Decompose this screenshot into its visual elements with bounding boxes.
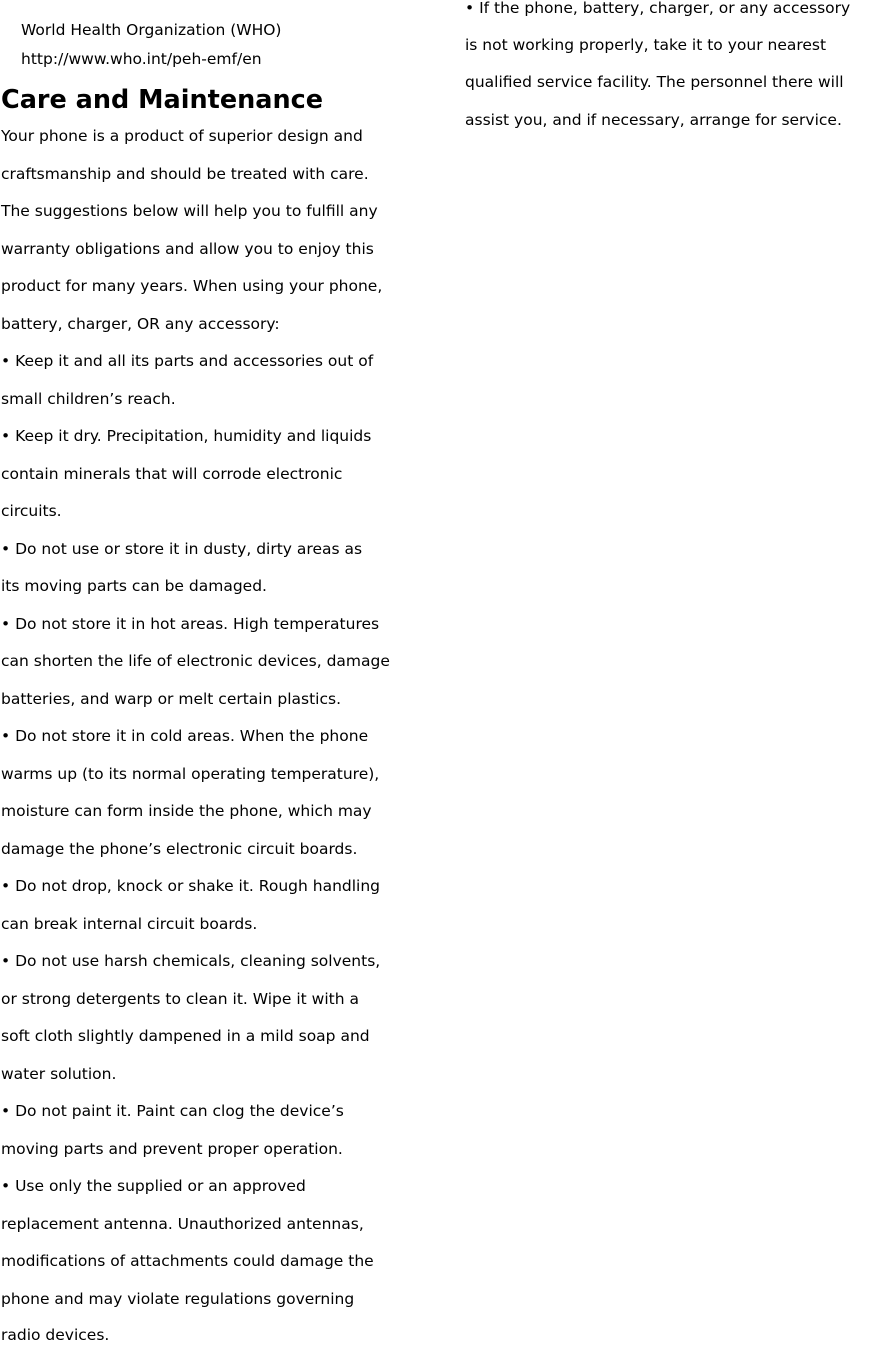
body-line: craftsmanship and should be treated with care. xyxy=(1,165,369,183)
body-line: can break internal circuit boards. xyxy=(1,915,258,933)
body-line: replacement antenna. Unauthorized antennas, xyxy=(1,1215,364,1233)
body-line: Your phone is a product of superior design and xyxy=(1,127,363,145)
section-heading: Care and Maintenance xyxy=(1,85,324,115)
bullet-line: • Do not store it in hot areas. High temperatures xyxy=(1,615,380,633)
body-line: batteries, and warp or melt certain plastics. xyxy=(1,690,341,708)
bullet-line: • Keep it dry. Precipitation, humidity and liquids xyxy=(1,427,372,445)
body-line: radio devices. xyxy=(1,1326,110,1344)
body-line: qualified service facility. The personnel there will xyxy=(465,73,844,91)
body-line: circuits. xyxy=(1,502,62,520)
body-line: water solution. xyxy=(1,1065,117,1083)
bullet-line: • Do not paint it. Paint can clog the device’s xyxy=(1,1102,344,1120)
body-line: or strong detergents to clean it. Wipe it with a xyxy=(1,990,359,1008)
body-line: warms up (to its normal operating temperature), xyxy=(1,765,380,783)
body-line: damage the phone’s electronic circuit boards. xyxy=(1,840,358,858)
body-line: moving parts and prevent proper operation. xyxy=(1,1140,343,1158)
body-line: its moving parts can be damaged. xyxy=(1,577,267,595)
bullet-line: • Do not store it in cold areas. When the phone xyxy=(1,727,369,745)
bullet-line: • Use only the supplied or an approved xyxy=(1,1177,306,1195)
bullet-line: • Do not drop, knock or shake it. Rough handling xyxy=(1,877,381,895)
body-line: warranty obligations and allow you to enjoy this xyxy=(1,240,374,258)
body-line: contain minerals that will corrode electronic xyxy=(1,465,343,483)
reference-organization: World Health Organization (WHO) xyxy=(21,21,282,39)
bullet-line: • Keep it and all its parts and accessories out of xyxy=(1,352,374,370)
body-line: assist you, and if necessary, arrange for service. xyxy=(465,111,842,129)
body-line: moisture can form inside the phone, which may xyxy=(1,802,372,820)
body-line: modifications of attachments could damage the xyxy=(1,1252,374,1270)
bullet-line: • If the phone, battery, charger, or any accessory xyxy=(465,0,851,17)
body-line: phone and may violate regulations governing xyxy=(1,1290,355,1308)
body-line: small children’s reach. xyxy=(1,390,176,408)
body-line: soft cloth slightly dampened in a mild soap and xyxy=(1,1027,370,1045)
reference-url[interactable]: http://www.who.int/peh-emf/en xyxy=(21,50,262,68)
body-line: battery, charger, OR any accessory: xyxy=(1,315,280,333)
body-line: is not working properly, take it to your nearest xyxy=(465,36,827,54)
bullet-line: • Do not use or store it in dusty, dirty areas as xyxy=(1,540,363,558)
bullet-line: • Do not use harsh chemicals, cleaning solvents, xyxy=(1,952,381,970)
body-line: The suggestions below will help you to fulfill any xyxy=(1,202,378,220)
body-line: can shorten the life of electronic devices, damage xyxy=(1,652,390,670)
body-line: product for many years. When using your phone, xyxy=(1,277,383,295)
